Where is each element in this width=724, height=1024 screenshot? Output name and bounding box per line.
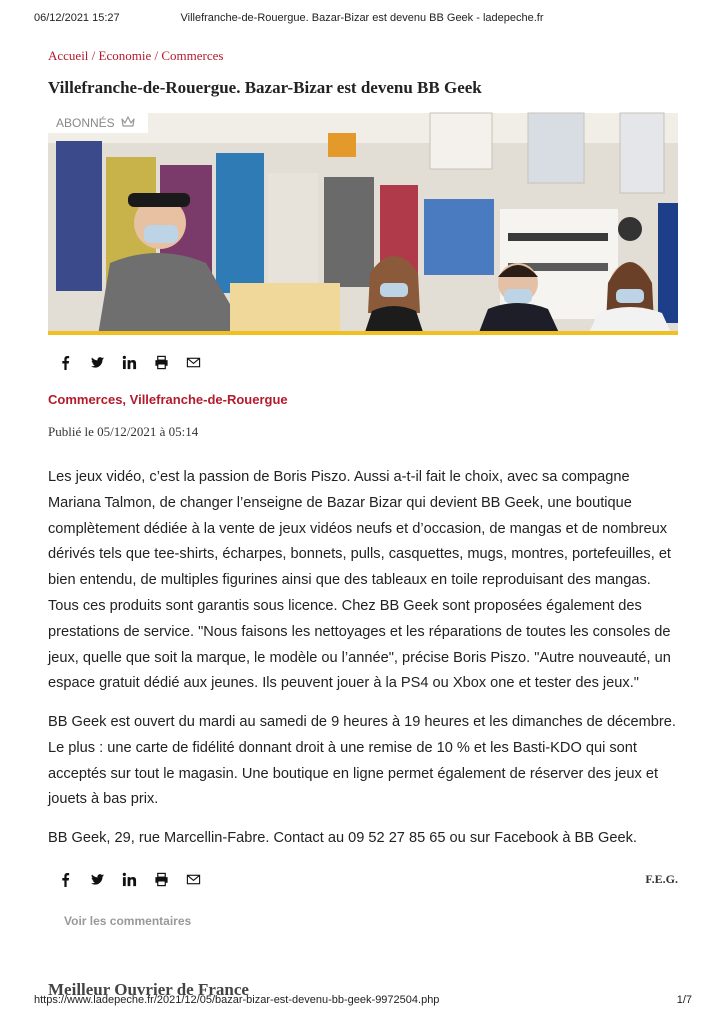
article-paragraph-2 xyxy=(48,710,680,813)
article-title: Villefranche-de-Rouergue. Bazar-Bizar est devenu BB Geek xyxy=(48,78,482,97)
print-date: 06/12/2021 15:27 xyxy=(34,12,120,24)
mail-icon[interactable] xyxy=(184,870,202,888)
paragraph-text: Les jeux vidéo, c’est la passion de Boris Piszo. Aussi a-t-il fait le choix, avec sa compagne Mariana Talmon, de changer l’enseigne de Bazar Bizar qui devient BB Geek, une boutique complètement dédiée à la vente de jeux vidéos neufs et d’occasion, de mangas et de nombreux dérivés tels que tee-shirts, écharpes, bonnets, pulls, casquettes, mugs, montres, portefeuilles, et bien entendu, de multiples figurines ainsi que des tableaux en toile reproduisant des mangas. Tous ces produits sont garantis sous licence. Chez BB Geek sont proposées également des prestations de service. "Nous faisons les nettoyages et les réparations de toutes les consoles de jeux, quelle que soit la marque, le modèle ou l’année", précise Boris Piszo. "Autre nouveauté, un espace gratuit dédié aux jeunes. Ils peuvent jouer à la PS4 ou Xbox one et tester des jeux." xyxy=(48,469,671,692)
next-article-title[interactable]: Meilleur Ouvrier de France xyxy=(48,980,249,999)
next-article-title-cut xyxy=(48,980,678,999)
breadcrumb-accueil[interactable]: Accueil xyxy=(48,48,89,63)
author-signature: F.E.G. xyxy=(645,872,678,886)
print-url: https://www.ladepeche.fr/2021/12/05/bazar-bizar-est-devenu-bb-geek-9972504.php xyxy=(34,994,440,1006)
article-tags[interactable]: Commerces, Villefranche-de-Rouergue xyxy=(48,392,288,407)
print-header xyxy=(0,0,724,26)
print-page-number: 1/7 xyxy=(676,994,692,1006)
mail-icon[interactable] xyxy=(184,353,202,371)
twitter-icon[interactable] xyxy=(88,870,106,888)
crown-icon xyxy=(121,116,135,130)
print-icon[interactable] xyxy=(152,870,170,888)
publication-date: Publié le 05/12/2021 à 05:14 xyxy=(48,424,199,439)
subscriber-badge-label: ABONNÉS xyxy=(56,116,115,130)
view-comments-link[interactable]: Voir les commentaires xyxy=(64,914,192,928)
subscriber-badge xyxy=(48,113,148,133)
share-bar-top xyxy=(56,353,202,371)
print-page-title: Villefranche-de-Rouergue. Bazar-Bizar est devenu BB Geek - ladepeche.fr xyxy=(180,12,544,24)
facebook-icon[interactable] xyxy=(56,353,74,371)
linkedin-icon[interactable] xyxy=(120,353,138,371)
paragraph-text: BB Geek est ouvert du mardi au samedi de 9 heures à 19 heures et les dimanches de décembre. Le plus : une carte de fidélité donnant droit à une remise de 10 % et les Basti-KDO qui sont acceptés sur tout le magasin. Une boutique en ligne permet également de réserver des jeux et jouets à bas prix. xyxy=(48,714,676,808)
paragraph-text: BB Geek, 29, rue Marcellin-Fabre. Contact au 09 52 27 85 65 ou sur Facebook à BB Geek. xyxy=(48,830,637,846)
breadcrumb-sep: / xyxy=(151,48,162,63)
article-paragraph-1 xyxy=(48,465,680,697)
facebook-icon[interactable] xyxy=(56,870,74,888)
breadcrumb-commerces[interactable]: Commerces xyxy=(161,48,224,63)
article-photo xyxy=(48,113,678,335)
print-icon[interactable] xyxy=(152,353,170,371)
twitter-icon[interactable] xyxy=(88,353,106,371)
photo-accent-bar xyxy=(48,331,678,335)
share-bar-bottom xyxy=(56,870,202,888)
article-paragraph-3 xyxy=(48,826,680,852)
breadcrumb xyxy=(48,48,223,64)
linkedin-icon[interactable] xyxy=(120,870,138,888)
breadcrumb-sep: / xyxy=(88,48,99,63)
breadcrumb-economie[interactable]: Economie xyxy=(98,48,152,63)
